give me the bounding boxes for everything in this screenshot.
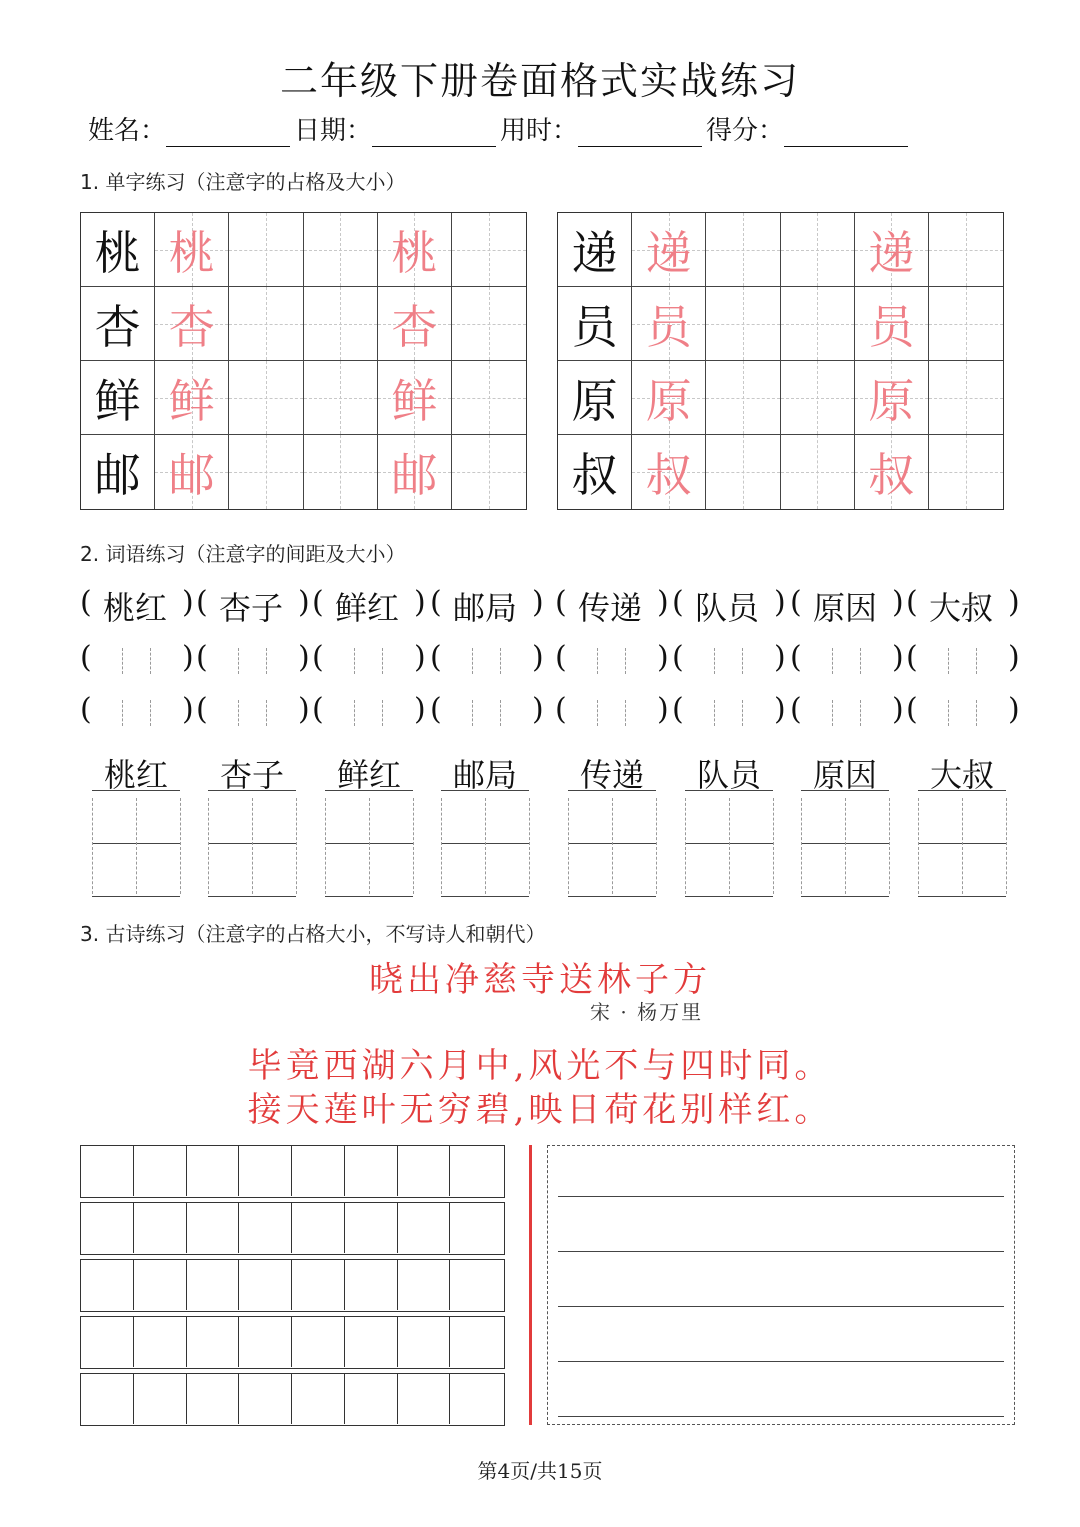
name-blank[interactable] (166, 116, 290, 147)
page-title: 二年级下册卷面格式实战练习 (279, 59, 800, 103)
right-paren: ) (298, 692, 310, 727)
word-baseline[interactable] (918, 790, 1006, 791)
left-paren: ( (672, 640, 684, 675)
word-baseline[interactable] (685, 896, 773, 897)
tian-grid-cell[interactable] (706, 213, 780, 287)
poem-grid-cell[interactable] (450, 1146, 503, 1196)
right-paren: ) (774, 640, 786, 675)
tian-grid-cell (378, 435, 452, 509)
tian-grid-cell (155, 287, 229, 361)
guide-dash (706, 472, 779, 473)
poem-grid-cell[interactable] (239, 1374, 292, 1424)
left-paren: ( (196, 692, 208, 727)
left-paren: ( (790, 692, 802, 727)
word-blank[interactable] (94, 698, 176, 728)
word-baseline[interactable] (685, 790, 773, 791)
guide-dash (962, 798, 963, 894)
word-blank[interactable] (326, 646, 408, 676)
word-baseline[interactable] (918, 896, 1006, 897)
tian-grid-cell[interactable] (706, 435, 780, 509)
tian-grid-cell[interactable] (706, 287, 780, 361)
model-word: 鲜红 (336, 756, 401, 794)
info-row (88, 110, 912, 147)
model-character: 杏 (94, 299, 141, 354)
guide-dash (441, 798, 442, 894)
poem-grid-cell[interactable] (239, 1203, 292, 1253)
tian-grid-cell (378, 361, 452, 435)
guide-dash (452, 472, 526, 473)
trace-character: 杏 (391, 299, 438, 354)
single-char-grid-right (557, 212, 1004, 510)
guide-dash (781, 398, 854, 399)
tian-grid-cell (855, 435, 929, 509)
poem-grid-cell[interactable] (187, 1374, 240, 1424)
guide-dash (369, 798, 370, 894)
guide-dash (706, 398, 779, 399)
word-blank[interactable] (920, 646, 1002, 676)
tian-grid-cell (558, 287, 632, 361)
model-word: 队员 (696, 756, 761, 794)
left-paren: ( (80, 640, 92, 675)
poem-grid-cell[interactable] (134, 1374, 187, 1424)
guide-dash (529, 798, 530, 894)
word-baseline[interactable] (441, 896, 529, 897)
section2-heading: 2. 词语练习（注意字的间距及大小） (80, 542, 406, 566)
poem-grid-cell[interactable] (292, 1260, 345, 1310)
guide-dash (413, 798, 414, 894)
guide-dash (918, 798, 919, 894)
poem-grid-cell[interactable] (398, 1374, 451, 1424)
right-paren: ) (774, 585, 786, 620)
trace-character: 递 (868, 225, 915, 280)
tian-grid-cell (155, 361, 229, 435)
left-paren: ( (790, 640, 802, 675)
model-word: 杏子 (219, 756, 284, 794)
poem-grid-cell[interactable] (345, 1203, 398, 1253)
guide-dash (229, 250, 302, 251)
left-paren: ( (555, 585, 567, 620)
left-paren: ( (906, 585, 918, 620)
model-word: 桃红 (103, 756, 168, 794)
poem-grid-cell[interactable] (345, 1146, 398, 1196)
tian-grid-cell (378, 287, 452, 361)
date-blank[interactable] (372, 116, 496, 147)
left-paren: ( (906, 692, 918, 727)
tian-grid-cell[interactable] (929, 213, 1003, 287)
tian-grid-cell[interactable] (929, 435, 1003, 509)
word-in-paren: 大叔 (928, 589, 993, 627)
word-in-paren: 原因 (812, 589, 877, 627)
poem-grid-cell[interactable] (398, 1203, 451, 1253)
guide-dash (136, 798, 137, 894)
poem-grid-cell[interactable] (239, 1317, 292, 1367)
score-label: 得分： (706, 116, 785, 146)
word-blank[interactable] (326, 698, 408, 728)
guide-dash (452, 398, 526, 399)
word-blank[interactable] (569, 698, 651, 728)
guide-dash (845, 798, 846, 894)
guide-dash (452, 250, 526, 251)
poem-grid-cell[interactable] (187, 1146, 240, 1196)
tian-grid-cell (81, 361, 155, 435)
left-paren: ( (906, 640, 918, 675)
lined-writing-box (547, 1145, 1015, 1425)
word-baseline[interactable] (801, 896, 889, 897)
right-paren: ) (657, 585, 669, 620)
word-blank[interactable] (444, 646, 526, 676)
poem-grid-cell[interactable] (187, 1317, 240, 1367)
left-paren: ( (312, 585, 324, 620)
tian-grid-cell (632, 213, 706, 287)
model-word: 大叔 (929, 756, 994, 794)
poem-grid-cell[interactable] (134, 1146, 187, 1196)
tian-grid-cell[interactable] (452, 287, 526, 361)
model-character: 叔 (571, 448, 618, 502)
tian-grid-cell[interactable] (452, 435, 526, 509)
guide-dash (685, 798, 686, 894)
guide-dash (92, 798, 93, 894)
right-paren: ) (182, 585, 194, 620)
right-paren: ) (298, 640, 310, 675)
left-paren: ( (555, 692, 567, 727)
guide-dash (773, 798, 774, 894)
tian-grid-cell (855, 361, 929, 435)
word-blank[interactable] (444, 698, 526, 728)
poem-line-1: 毕竟西湖六月中,风光不与四时同。 (247, 1046, 833, 1086)
left-paren: ( (672, 692, 684, 727)
left-paren: ( (430, 692, 442, 727)
poem-grid-cell[interactable] (450, 1260, 503, 1310)
trace-character: 原 (868, 373, 915, 428)
word-blank[interactable] (210, 646, 292, 676)
model-character: 递 (571, 225, 618, 280)
guide-dash (889, 798, 890, 894)
score-blank[interactable] (784, 116, 908, 147)
guide-dash (252, 798, 253, 894)
poem-grid-cell[interactable] (81, 1317, 134, 1367)
right-paren: ) (532, 692, 544, 727)
poem-grid-cell[interactable] (239, 1146, 292, 1196)
tian-grid-cell[interactable] (229, 213, 303, 287)
poem-grid-cell[interactable] (81, 1374, 134, 1424)
model-character: 员 (571, 299, 618, 354)
poem-line-2: 接天莲叶无穷碧,映日荷花别样红。 (247, 1090, 833, 1130)
guide-dash (729, 798, 730, 894)
single-char-grid-left (80, 212, 527, 510)
tian-grid-cell[interactable] (706, 361, 780, 435)
left-paren: ( (430, 585, 442, 620)
guide-dash (304, 398, 377, 399)
tian-grid-cell (378, 213, 452, 287)
guide-dash (706, 324, 779, 325)
left-paren: ( (555, 640, 567, 675)
poem-grid-cell[interactable] (134, 1260, 187, 1310)
left-paren: ( (790, 585, 802, 620)
right-paren: ) (774, 692, 786, 727)
time-label: 用时： (500, 116, 579, 146)
poem-author: 宋 · 杨万里 (590, 1000, 704, 1024)
trace-character: 邮 (391, 448, 438, 502)
model-character: 桃 (94, 225, 141, 280)
guide-dash (304, 324, 377, 325)
poem-grid-cell[interactable] (134, 1203, 187, 1253)
tian-grid-cell (81, 287, 155, 361)
right-paren: ) (298, 585, 310, 620)
poem-grid-cell[interactable] (292, 1317, 345, 1367)
guide-dash (208, 798, 209, 894)
guide-dash (929, 398, 1003, 399)
right-paren: ) (414, 640, 426, 675)
word-in-paren: 杏子 (218, 589, 283, 627)
tian-grid-cell (855, 287, 929, 361)
poem-grid-cell[interactable] (450, 1317, 503, 1367)
guide-dash (929, 472, 1003, 473)
tian-grid-cell[interactable] (781, 435, 855, 509)
poem-grid-row (80, 1259, 505, 1312)
guide-dash (452, 324, 526, 325)
tian-grid-cell[interactable] (304, 287, 378, 361)
guide-dash (304, 250, 377, 251)
word-baseline[interactable] (92, 896, 180, 897)
left-paren: ( (80, 692, 92, 727)
guide-dash (612, 798, 613, 894)
word-baseline[interactable] (325, 896, 413, 897)
writing-line[interactable] (558, 1251, 1004, 1252)
left-paren: ( (672, 585, 684, 620)
poem-grid-cell[interactable] (345, 1317, 398, 1367)
trace-character: 递 (645, 225, 692, 280)
time-blank[interactable] (578, 116, 702, 147)
tian-grid-cell[interactable] (452, 361, 526, 435)
word-blank[interactable] (686, 698, 768, 728)
writing-line[interactable] (558, 1196, 1004, 1197)
page-footer: 第4页/共15页 (477, 1459, 603, 1483)
poem-grid-cell[interactable] (81, 1260, 134, 1310)
guide-dash (781, 324, 854, 325)
word-baseline[interactable] (208, 790, 296, 791)
tian-grid-cell (155, 213, 229, 287)
trace-character: 桃 (168, 225, 215, 280)
name-label: 姓名： (88, 116, 167, 146)
poem-grid-cell[interactable] (292, 1374, 345, 1424)
tian-grid-cell (632, 435, 706, 509)
poem-grid-cell[interactable] (345, 1260, 398, 1310)
tian-grid-cell[interactable] (929, 287, 1003, 361)
guide-dash (1006, 798, 1007, 894)
tian-grid-cell[interactable] (229, 361, 303, 435)
right-paren: ) (414, 585, 426, 620)
word-in-paren: 鲜红 (334, 589, 399, 627)
left-paren: ( (312, 692, 324, 727)
word-baseline[interactable] (325, 790, 413, 791)
right-paren: ) (892, 585, 904, 620)
poem-grid-row (80, 1145, 505, 1198)
guide-dash (229, 324, 302, 325)
section1-heading: 1. 单字练习（注意字的占格及大小） (80, 170, 406, 194)
word-baseline[interactable] (208, 896, 296, 897)
word-in-paren: 桃红 (102, 589, 167, 627)
trace-character: 员 (645, 299, 692, 354)
tian-grid-cell[interactable] (452, 213, 526, 287)
trace-character: 桃 (391, 225, 438, 280)
poem-grid-cell[interactable] (81, 1203, 134, 1253)
guide-dash (929, 324, 1003, 325)
word-blank[interactable] (210, 698, 292, 728)
tian-grid-cell (558, 213, 632, 287)
guide-dash (801, 798, 802, 894)
word-baseline[interactable] (568, 896, 656, 897)
word-baseline[interactable] (568, 790, 656, 791)
guide-dash (706, 250, 779, 251)
poem-grid-cell[interactable] (187, 1260, 240, 1310)
tian-grid-cell[interactable] (781, 213, 855, 287)
left-paren: ( (80, 585, 92, 620)
right-paren: ) (1008, 692, 1020, 727)
word-baseline[interactable] (801, 790, 889, 791)
tian-grid-cell (558, 435, 632, 509)
guide-dash (229, 472, 302, 473)
left-paren: ( (430, 640, 442, 675)
model-word: 邮局 (452, 756, 517, 794)
right-paren: ) (532, 585, 544, 620)
model-word: 原因 (812, 756, 877, 794)
model-word: 传递 (579, 756, 644, 794)
trace-character: 原 (645, 373, 692, 428)
writing-line[interactable] (558, 1306, 1004, 1307)
poem-title: 晓出净慈寺送林子方 (369, 960, 711, 1000)
tian-grid-cell[interactable] (229, 435, 303, 509)
trace-character: 叔 (868, 448, 915, 502)
trace-character: 员 (868, 299, 915, 354)
poem-grid-cell[interactable] (81, 1146, 134, 1196)
word-blank[interactable] (686, 646, 768, 676)
tian-grid-cell[interactable] (229, 287, 303, 361)
poem-grid-cell[interactable] (292, 1203, 345, 1253)
tian-grid-cell (632, 361, 706, 435)
guide-dash (656, 798, 657, 894)
trace-character: 叔 (645, 448, 692, 502)
red-divider (529, 1145, 532, 1425)
poem-grid-cell[interactable] (450, 1374, 503, 1424)
left-paren: ( (196, 640, 208, 675)
model-character: 原 (571, 373, 618, 428)
right-paren: ) (182, 640, 194, 675)
guide-dash (485, 798, 486, 894)
tian-grid-cell (155, 435, 229, 509)
trace-character: 邮 (168, 448, 215, 502)
writing-line[interactable] (558, 1361, 1004, 1362)
tian-grid-cell[interactable] (304, 213, 378, 287)
left-paren: ( (312, 640, 324, 675)
poem-grid-cell[interactable] (398, 1260, 451, 1310)
word-in-paren: 队员 (694, 589, 759, 627)
right-paren: ) (414, 692, 426, 727)
tian-grid-cell[interactable] (304, 361, 378, 435)
word-blank[interactable] (569, 646, 651, 676)
poem-grid-row (80, 1202, 505, 1255)
poem-grid-cell[interactable] (187, 1203, 240, 1253)
tian-grid-cell (632, 287, 706, 361)
right-paren: ) (182, 692, 194, 727)
trace-character: 鲜 (391, 373, 438, 428)
word-baseline[interactable] (441, 790, 529, 791)
poem-grid-cell[interactable] (450, 1203, 503, 1253)
right-paren: ) (892, 692, 904, 727)
left-paren: ( (196, 585, 208, 620)
model-character: 邮 (94, 448, 141, 502)
guide-dash (929, 250, 1003, 251)
right-paren: ) (657, 692, 669, 727)
tian-grid-cell[interactable] (781, 361, 855, 435)
poem-grid-row (80, 1373, 505, 1426)
right-paren: ) (1008, 640, 1020, 675)
word-blank[interactable] (804, 646, 886, 676)
tian-grid-cell[interactable] (304, 435, 378, 509)
tian-grid-cell (855, 213, 929, 287)
right-paren: ) (1008, 585, 1020, 620)
trace-character: 鲜 (168, 373, 215, 428)
poem-grid-cell[interactable] (345, 1374, 398, 1424)
guide-dash (296, 798, 297, 894)
right-paren: ) (532, 640, 544, 675)
tian-grid-cell (81, 213, 155, 287)
poem-grid-cell[interactable] (134, 1317, 187, 1367)
model-character: 鲜 (94, 373, 141, 428)
word-blank[interactable] (94, 646, 176, 676)
word-in-paren: 邮局 (452, 589, 517, 627)
tian-grid-cell (558, 361, 632, 435)
trace-character: 杏 (168, 299, 215, 354)
poem-grid-cell[interactable] (398, 1317, 451, 1367)
section3-heading: 3. 古诗练习（注意字的占格大小，不写诗人和朝代） (80, 922, 546, 946)
guide-dash (304, 472, 377, 473)
right-paren: ) (892, 640, 904, 675)
word-blank[interactable] (804, 698, 886, 728)
poem-grid-cell[interactable] (239, 1260, 292, 1310)
tian-grid-cell (81, 435, 155, 509)
poem-grid-row (80, 1316, 505, 1369)
guide-dash (568, 798, 569, 894)
word-blank[interactable] (920, 698, 1002, 728)
poem-grid-cell[interactable] (398, 1146, 451, 1196)
guide-dash (325, 798, 326, 894)
guide-dash (781, 472, 854, 473)
word-baseline[interactable] (92, 790, 180, 791)
guide-dash (781, 250, 854, 251)
guide-dash (229, 398, 302, 399)
right-paren: ) (657, 640, 669, 675)
date-label: 日期： (294, 116, 373, 146)
guide-dash (180, 798, 181, 894)
tian-grid-cell[interactable] (929, 361, 1003, 435)
poem-grid-cell[interactable] (292, 1146, 345, 1196)
word-in-paren: 传递 (577, 589, 642, 627)
tian-grid-cell[interactable] (781, 287, 855, 361)
writing-line[interactable] (558, 1416, 1004, 1417)
